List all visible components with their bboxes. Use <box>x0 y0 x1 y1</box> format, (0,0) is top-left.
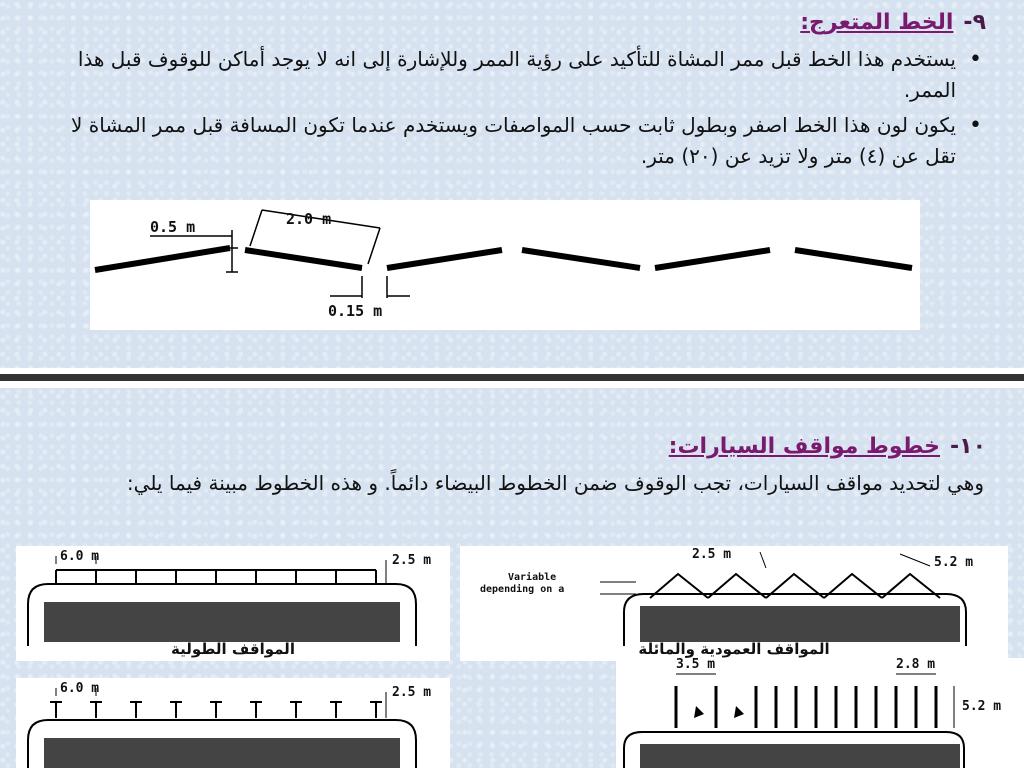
heading-number: ١٠- <box>950 434 986 459</box>
curb-block <box>44 738 400 768</box>
curb-block <box>44 602 400 642</box>
label-stall-width-2: 2.8 m <box>896 658 936 672</box>
label-width: 2.5 m <box>392 685 432 700</box>
slide-divider <box>0 368 1024 388</box>
label-length: 6.0 m <box>60 549 100 564</box>
zigzag-diagram <box>90 200 920 330</box>
label-width: 0.5 m <box>150 218 196 236</box>
heading-number: ٩- <box>963 10 986 35</box>
zigzag-segment <box>387 250 502 268</box>
label-stall-length: 5.2 m <box>962 699 1002 714</box>
arrow-icon <box>694 706 744 718</box>
zigzag-segment <box>522 250 640 268</box>
slide-zigzag-line <box>0 0 1024 368</box>
slide-parking-lines <box>0 388 1024 768</box>
curb-block <box>640 606 960 642</box>
variable-note-line2: depending on a <box>480 584 565 595</box>
label-length: 2.0 m <box>286 210 332 228</box>
curb-block <box>640 744 960 768</box>
bullet-item: • يستخدم هذا الخط قبل ممر المشاة للتأكيد على رؤية الممر وللإشارة إلى انه لا يوجد أماكن للوقوف قبل هذا الممر. <box>44 44 984 106</box>
zigzag-segment <box>655 250 770 268</box>
perpendicular-parking-diagram <box>616 658 1024 768</box>
label-stall-width: 3.5 m <box>676 658 716 672</box>
variable-note-line1: Variable <box>508 572 557 583</box>
bullet-list <box>44 44 984 172</box>
label-length: 5.2 m <box>934 555 974 570</box>
label-length: 6.0 m <box>60 681 100 696</box>
label-width: 2.5 m <box>692 547 732 562</box>
caption-angled: المواقف العمودية والمائلة <box>638 640 830 658</box>
zigzag-segment <box>245 250 362 268</box>
zigzag-segment <box>795 250 912 268</box>
section-heading-10 <box>669 434 986 459</box>
section-heading-9 <box>800 10 986 35</box>
section-paragraph: وهي لتحديد مواقف السيارات، تجب الوقوف ضمن الخطوط البيضاء دائماً. و هذه الخطوط مبينة فيما يلي: <box>126 471 984 495</box>
label-gap: 0.15 m <box>328 302 383 320</box>
bullet-item: • يكون لون هذا الخط اصفر وبطول ثابت حسب المواصفات ويستخدم عندما تكون المسافة قبل ممر المشاة لا تقل عن (٤) متر ولا تزيد عن (٢٠) متر. <box>44 110 984 172</box>
zigzag-segment <box>95 248 230 270</box>
heading-title: خطوط مواقف السيارات: <box>668 434 940 459</box>
caption-parallel: المواقف الطولية <box>171 640 295 658</box>
heading-title: الخط المتعرج: <box>800 10 954 35</box>
label-width: 2.5 m <box>392 553 432 568</box>
parallel-parking-diagram-2 <box>16 678 450 768</box>
